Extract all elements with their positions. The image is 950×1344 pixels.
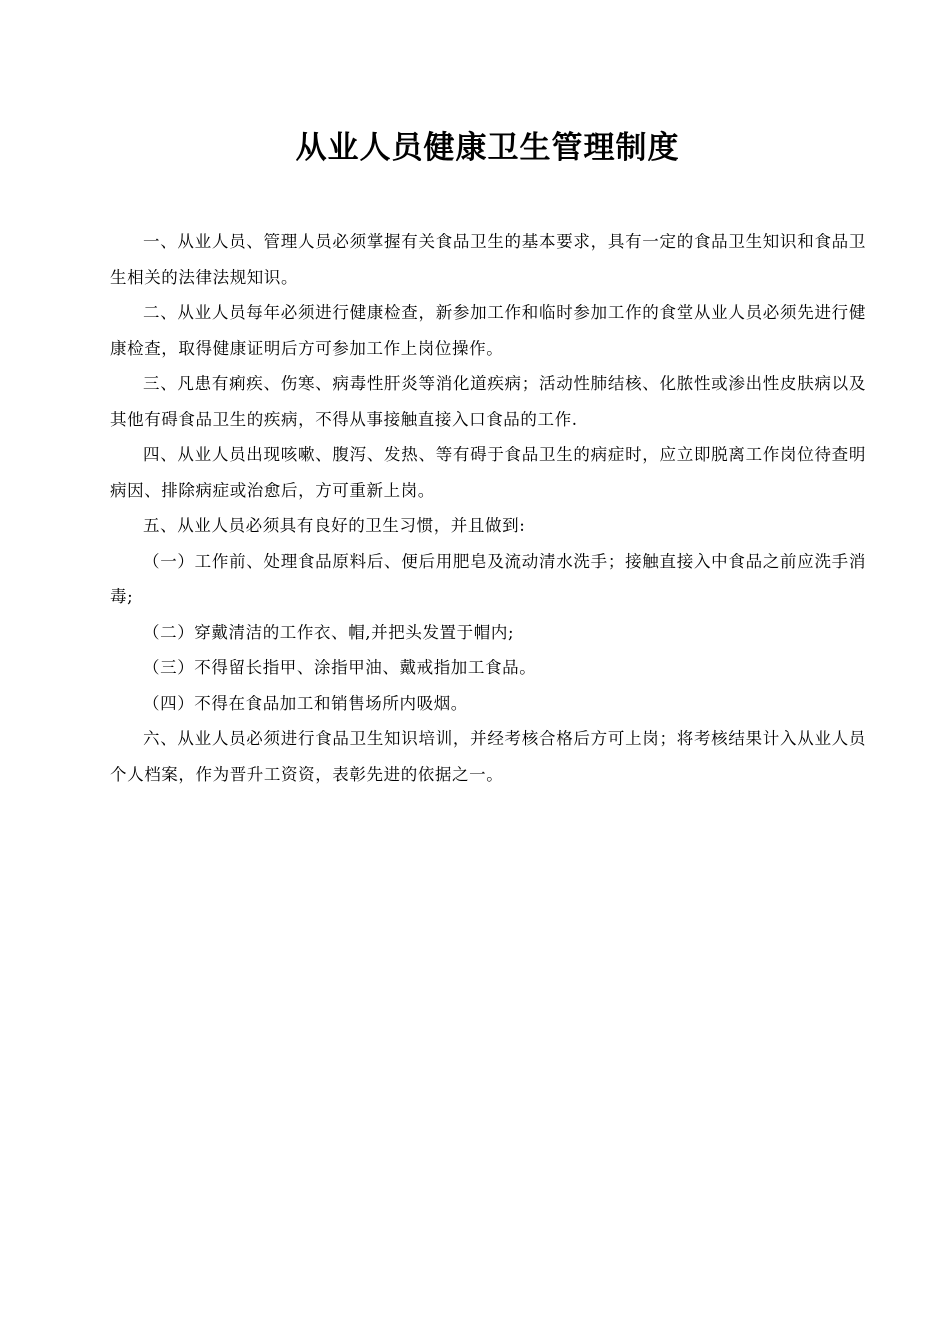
paragraph-1: 一、从业人员、管理人员必须掌握有关食品卫生的基本要求，具有一定的食品卫生知识和食品卫生相关的法律法规知识。	[110, 232, 866, 287]
document-body	[110, 224, 866, 792]
sub-item-1: （一）工作前、处理食品原料后、便后用肥皂及流动清水洗手；接触直接入中食品之前应洗手消毒;	[110, 551, 866, 606]
document-title: 从业人员健康卫生管理制度	[295, 130, 680, 166]
sub-item-3: （三）不得留长指甲、涂指甲油、戴戒指加工食品。	[143, 658, 537, 677]
paragraph-5: 五、从业人员必须具有良好的卫生习惯，并且做到:	[143, 516, 526, 535]
sub-item-2: （二）穿戴清洁的工作衣、帽,并把头发置于帽内;	[143, 622, 515, 642]
paragraph-3: 三、凡患有痢疾、伤寒、病毒性肝炎等消化道疾病；活动性肺结核、化脓性或渗出性皮肤病以及其他有碍食品卫生的疾病，不得从事接触直接入口食品的工作.	[110, 374, 866, 429]
paragraph-4: 四、从业人员出现咳嗽、腹泻、发热、等有碍于食品卫生的病症时，应立即脱离工作岗位待查明病因、排除病症或治愈后，方可重新上岗。	[110, 445, 866, 500]
paragraph-6: 六、从业人员必须进行食品卫生知识培训，并经考核合格后方可上岗；将考核结果计入从业人员个人档案，作为晋升工资资，表彰先进的依据之一。	[110, 729, 866, 784]
sub-item-4: （四）不得在食品加工和销售场所内吸烟。	[143, 693, 468, 713]
paragraph-2: 二、从业人员每年必须进行健康检查，新参加工作和临时参加工作的食堂从业人员必须先进行健康检查，取得健康证明后方可参加工作上岗位操作。	[110, 303, 866, 358]
